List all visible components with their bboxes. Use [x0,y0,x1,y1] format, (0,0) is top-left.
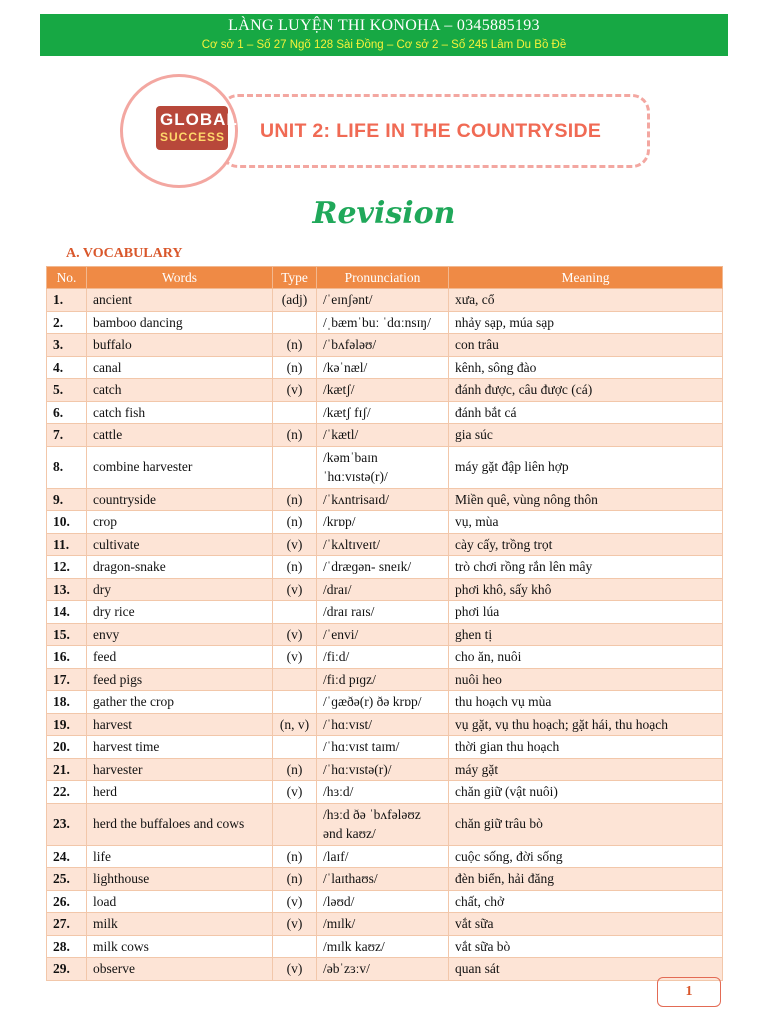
cell-pronunciation: /ˈkætl/ [317,424,449,447]
table-header-row [47,267,723,289]
table-row [47,913,723,936]
cell-pronunciation: /ˈkʌltɪveɪt/ [317,533,449,556]
cell-no: 21. [47,758,87,781]
cell-no: 29. [47,958,87,981]
cell-word: lighthouse [87,868,273,891]
cell-pronunciation: /ˈenvi/ [317,623,449,646]
header-address: Cơ sở 1 – Số 27 Ngõ 128 Sài Đồng – Cơ sở 2 – Số 245 Lâm Du Bồ Đề [201,39,567,51]
cell-pronunciation: /ˈeɪnʃənt/ [317,289,449,312]
cell-meaning: ghen tị [449,623,723,646]
cell-word: feed [87,646,273,669]
header-words: Words [87,267,273,289]
cell-word: milk cows [87,935,273,958]
header-meaning: Meaning [449,267,723,289]
cell-word: combine harvester [87,446,273,488]
cell-pronunciation: /mɪlk/ [317,913,449,936]
cell-word: bamboo dancing [87,311,273,334]
cell-word: harvester [87,758,273,781]
cell-pronunciation: /draɪ/ [317,578,449,601]
cell-pronunciation: /əbˈzɜːv/ [317,958,449,981]
cell-no: 28. [47,935,87,958]
cell-no: 5. [47,379,87,402]
table-row [47,446,723,488]
cell-no: 19. [47,713,87,736]
cell-pronunciation: /kəˈnæl/ [317,356,449,379]
cell-meaning: máy gặt đập liên hợp [449,446,723,488]
cell-meaning: nhảy sạp, múa sạp [449,311,723,334]
cell-word: catch fish [87,401,273,424]
cell-meaning: kênh, sông đào [449,356,723,379]
cell-word: countryside [87,488,273,511]
cell-meaning: đánh bắt cá [449,401,723,424]
cell-meaning: phơi lúa [449,601,723,624]
cell-meaning: nuôi heo [449,668,723,691]
cell-no: 11. [47,533,87,556]
cell-no: 18. [47,691,87,714]
cell-type: (v) [273,578,317,601]
cell-word: cultivate [87,533,273,556]
cell-word: buffalo [87,334,273,357]
cell-word: herd the buffaloes and cows [87,803,273,845]
header-no: No. [47,267,87,289]
page-number: 1 [657,977,721,1007]
table-row [47,845,723,868]
table-row [47,736,723,759]
table-row [47,623,723,646]
cell-no: 3. [47,334,87,357]
cell-no: 24. [47,845,87,868]
cell-meaning: cày cấy, trồng trọt [449,533,723,556]
cell-word: crop [87,511,273,534]
cell-meaning: trò chơi rồng rắn lên mây [449,556,723,579]
cell-word: life [87,845,273,868]
table-body [47,289,723,981]
cell-no: 25. [47,868,87,891]
cell-meaning: đèn biển, hải đăng [449,868,723,891]
cell-word: gather the crop [87,691,273,714]
table-row [47,401,723,424]
cell-pronunciation: /ˈɡæðə(r) ðə krɒp/ [317,691,449,714]
cell-word: load [87,890,273,913]
section-title: A. VOCABULARY [66,246,183,261]
global-success-logo [156,106,238,150]
header-title: LÀNG LUYỆN THI KONOHA – 0345885193 [228,17,540,34]
table-row [47,781,723,804]
cell-no: 15. [47,623,87,646]
cell-word: harvest [87,713,273,736]
table-row [47,758,723,781]
cell-word: herd [87,781,273,804]
cell-no: 14. [47,601,87,624]
logo-text-bottom: SUCCESS [160,130,226,144]
cell-no: 12. [47,556,87,579]
cell-pronunciation: /hɜːd ðə ˈbʌfələʊz ənd kaʊz/ [317,803,449,845]
cell-word: envy [87,623,273,646]
cell-meaning: thời gian thu hoạch [449,736,723,759]
table-row [47,890,723,913]
table-row [47,578,723,601]
cell-pronunciation: /kætʃ/ [317,379,449,402]
cell-type: (n) [273,845,317,868]
cell-no: 27. [47,913,87,936]
table-row [47,646,723,669]
cell-pronunciation: /laɪf/ [317,845,449,868]
cell-meaning: chăn giữ (vật nuôi) [449,781,723,804]
cell-meaning: gia súc [449,424,723,447]
cell-pronunciation: /hɜːd/ [317,781,449,804]
cell-meaning: vụ, mùa [449,511,723,534]
table-row [47,803,723,845]
cell-pronunciation: /ləʊd/ [317,890,449,913]
cell-no: 7. [47,424,87,447]
cell-meaning: quan sát [449,958,723,981]
cell-meaning: Miền quê, vùng nông thôn [449,488,723,511]
cell-meaning: đánh được, câu được (cá) [449,379,723,402]
cell-type: (n) [273,868,317,891]
cell-meaning: vắt sữa [449,913,723,936]
cell-type [273,401,317,424]
cell-word: feed pigs [87,668,273,691]
cell-word: ancient [87,289,273,312]
cell-pronunciation: /kəmˈbaɪn ˈhɑːvɪstə(r)/ [317,446,449,488]
cell-type: (n) [273,511,317,534]
cell-pronunciation: /mɪlk kaʊz/ [317,935,449,958]
cell-meaning: phơi khô, sấy khô [449,578,723,601]
header-banner [40,14,728,56]
cell-type: (v) [273,890,317,913]
table-row [47,958,723,981]
cell-no: 23. [47,803,87,845]
cell-meaning: xưa, cổ [449,289,723,312]
cell-pronunciation: /ˈhɑːvɪst taɪm/ [317,736,449,759]
cell-type: (adj) [273,289,317,312]
cell-meaning: máy gặt [449,758,723,781]
table-row [47,289,723,312]
logo-text-top: GLOBAL [160,110,238,129]
cell-no: 13. [47,578,87,601]
cell-meaning: cuộc sống, đời sống [449,845,723,868]
revision-heading: Revision [312,196,456,231]
cell-no: 20. [47,736,87,759]
cell-type: (n, v) [273,713,317,736]
cell-type: (v) [273,781,317,804]
cell-pronunciation: /draɪ raɪs/ [317,601,449,624]
cell-no: 26. [47,890,87,913]
cell-pronunciation: /fiːd/ [317,646,449,669]
header-pronunciation: Pronunciation [317,267,449,289]
cell-type: (v) [273,913,317,936]
cell-type [273,446,317,488]
table-row [47,379,723,402]
cell-pronunciation: /ˈlaɪthaʊs/ [317,868,449,891]
cell-no: 9. [47,488,87,511]
table-row [47,668,723,691]
cell-no: 1. [47,289,87,312]
cell-type [273,668,317,691]
cell-meaning: vắt sữa bò [449,935,723,958]
cell-type: (v) [273,958,317,981]
cell-no: 16. [47,646,87,669]
cell-type: (v) [273,623,317,646]
cell-type: (n) [273,556,317,579]
cell-type [273,935,317,958]
table-row [47,935,723,958]
table-row [47,334,723,357]
table-row [47,311,723,334]
cell-pronunciation: /ˈhɑːvɪst/ [317,713,449,736]
cell-no: 10. [47,511,87,534]
cell-type: (n) [273,424,317,447]
cell-meaning: thu hoạch vụ mùa [449,691,723,714]
cell-word: catch [87,379,273,402]
cell-meaning: chăn giữ trâu bò [449,803,723,845]
table-row [47,424,723,447]
table-row [47,533,723,556]
table-row [47,691,723,714]
cell-no: 4. [47,356,87,379]
cell-meaning: chất, chở [449,890,723,913]
cell-pronunciation: /ˈhɑːvɪstə(r)/ [317,758,449,781]
table-row [47,511,723,534]
unit-title: UNIT 2: LIFE IN THE COUNTRYSIDE [260,120,602,142]
cell-pronunciation: /ˌbæmˈbuː ˈdɑːnsɪŋ/ [317,311,449,334]
cell-no: 17. [47,668,87,691]
cell-type: (v) [273,646,317,669]
cell-pronunciation: /ˈkʌntrisaɪd/ [317,488,449,511]
cell-no: 22. [47,781,87,804]
unit-banner [120,70,660,188]
cell-pronunciation: /fiːd pɪɡz/ [317,668,449,691]
cell-type: (n) [273,356,317,379]
cell-type: (n) [273,334,317,357]
cell-type [273,691,317,714]
cell-type [273,601,317,624]
cell-word: canal [87,356,273,379]
cell-word: milk [87,913,273,936]
cell-word: cattle [87,424,273,447]
cell-pronunciation: /ˈdræɡən- sneɪk/ [317,556,449,579]
cell-type: (n) [273,758,317,781]
table-row [47,601,723,624]
cell-meaning: con trâu [449,334,723,357]
table-row [47,868,723,891]
cell-no: 2. [47,311,87,334]
cell-type: (v) [273,533,317,556]
cell-word: harvest time [87,736,273,759]
cell-no: 6. [47,401,87,424]
cell-meaning: vụ gặt, vụ thu hoạch; gặt hái, thu hoạch [449,713,723,736]
cell-pronunciation: /kætʃ fɪʃ/ [317,401,449,424]
cell-no: 8. [47,446,87,488]
cell-type: (v) [273,379,317,402]
cell-pronunciation: /krɒp/ [317,511,449,534]
cell-word: dry rice [87,601,273,624]
cell-word: dry [87,578,273,601]
cell-pronunciation: /ˈbʌfələʊ/ [317,334,449,357]
table-row [47,713,723,736]
cell-type [273,803,317,845]
cell-word: observe [87,958,273,981]
cell-meaning: cho ăn, nuôi [449,646,723,669]
cell-word: dragon-snake [87,556,273,579]
table-row [47,356,723,379]
header-type: Type [273,267,317,289]
vocabulary-table [46,266,723,981]
table-row [47,556,723,579]
cell-type [273,311,317,334]
table-row [47,488,723,511]
cell-type [273,736,317,759]
cell-type: (n) [273,488,317,511]
